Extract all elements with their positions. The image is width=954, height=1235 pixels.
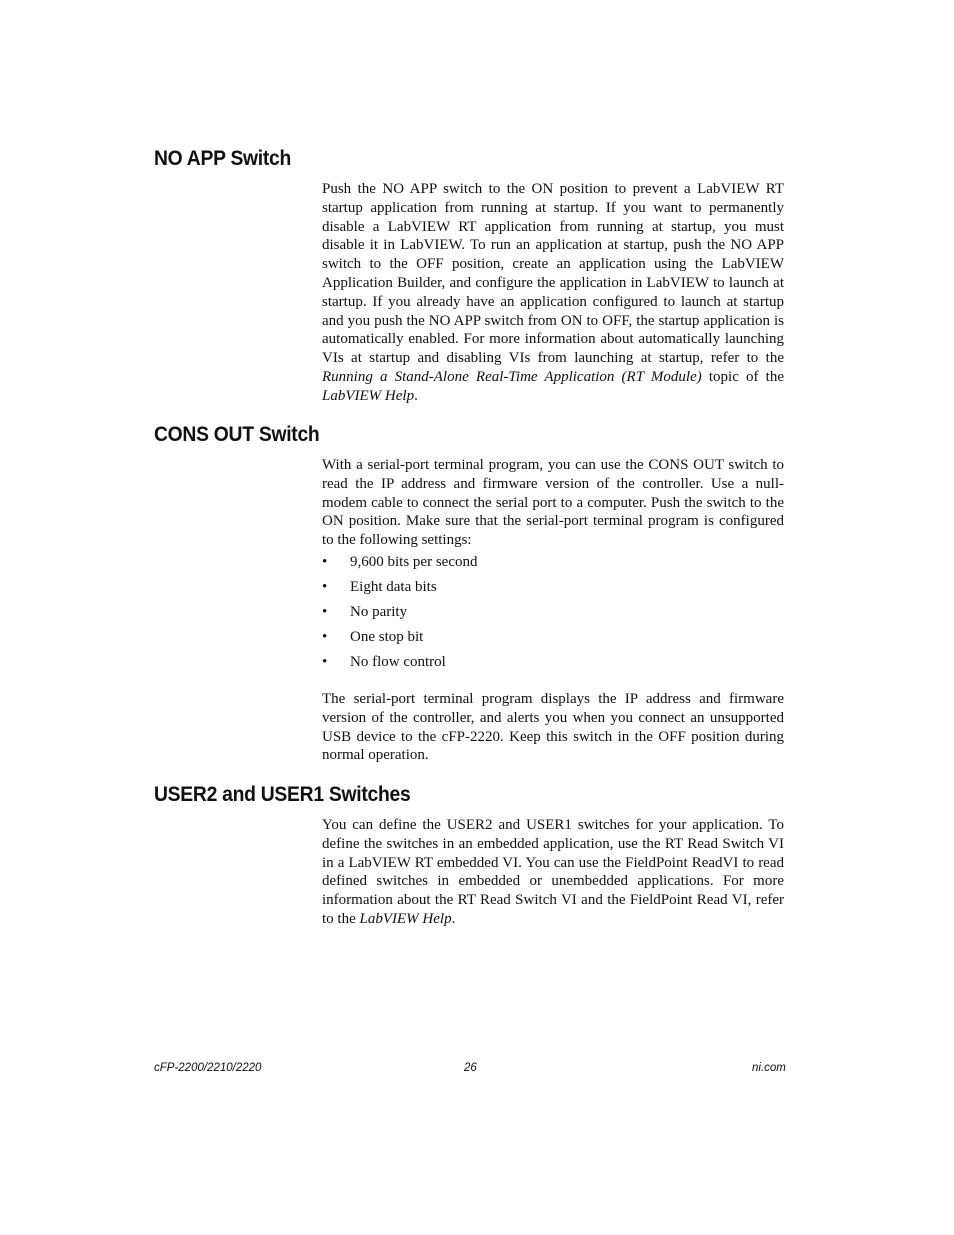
- help-reference: LabVIEW Help: [359, 910, 452, 927]
- paragraph-text: topic of the: [701, 368, 784, 385]
- section-heading-cons-out: CONS OUT Switch: [154, 423, 320, 446]
- help-reference: LabVIEW Help: [322, 387, 415, 404]
- list-item-text: Eight data bits: [350, 579, 437, 595]
- paragraph-user-switches: [322, 816, 784, 929]
- paragraph-text: .: [451, 910, 456, 927]
- bullet-icon: •: [322, 554, 328, 570]
- list-item-text: No flow control: [350, 654, 446, 670]
- footer-page-number: 26: [464, 1062, 477, 1074]
- list-item: [322, 654, 477, 679]
- settings-list: [322, 554, 477, 679]
- paragraph-text: You can define the USER2 and USER1 switches for your application. To define the switches in an embedded application, use the RT Read Switch VI in a LabVIEW RT embedded VI. You can use the FieldPoint ReadVI to read defined switches in embedded or unembedded applications. For more information about the RT Read Switch VI and the FieldPoint Read VI, refer to the: [322, 817, 784, 927]
- bullet-icon: •: [322, 604, 328, 620]
- list-item-text: One stop bit: [350, 629, 424, 645]
- list-item: [322, 604, 477, 629]
- list-item-text: No parity: [350, 604, 408, 620]
- list-item: [322, 554, 477, 579]
- footer-website: ni.com: [752, 1062, 786, 1074]
- list-item: [322, 629, 477, 654]
- section-heading-user-switches: USER2 and USER1 Switches: [154, 783, 411, 806]
- section-heading-no-app: NO APP Switch: [154, 147, 292, 170]
- paragraph-text: .: [414, 387, 418, 404]
- paragraph-cons-out-intro: With a serial-port terminal program, you can use the CONS OUT switch to read the IP address and firmware version of the controller. Use a null-modem cable to connect the serial port to a computer. Push the switch to the ON position. Make sure that the serial-port terminal program is configured to the following settings:: [322, 457, 784, 549]
- paragraph-text: Push the NO APP switch to the ON position to prevent a LabVIEW RT startup application from running at startup. If you want to permanently disable a LabVIEW RT application from running at startup, you must disable it in LabVIEW. To run an application at startup, push the NO APP switch to the OFF position, create an application using the LabVIEW Application Builder, and configure the application in LabVIEW to launch at startup. If you already have an application configured to launch at startup and you push the NO APP switch from ON to OFF, the startup application is automatically enabled. For more information about automatically launching VIs at startup and disabling VIs from launching at startup, refer to the: [322, 181, 784, 367]
- list-item: [322, 579, 477, 604]
- bullet-icon: •: [322, 579, 328, 595]
- topic-reference: Running a Stand-Alone Real-Time Application (RT Module): [322, 368, 702, 385]
- paragraph-no-app: [322, 180, 784, 406]
- bullet-icon: •: [322, 629, 328, 645]
- bullet-icon: •: [322, 654, 328, 670]
- list-item-text: 9,600 bits per second: [350, 554, 478, 570]
- footer-document-id: cFP-2200/2210/2220: [154, 1062, 262, 1074]
- paragraph-cons-out-outro: The serial-port terminal program displays the IP address and firmware version of the controller, and alerts you when you connect an unsupported USB device to the cFP-2220. Keep this switch in the OFF position during normal operation.: [322, 691, 784, 764]
